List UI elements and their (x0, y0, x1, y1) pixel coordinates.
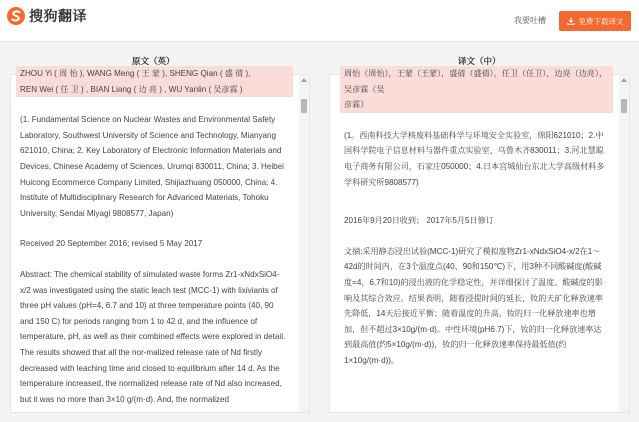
translation-scrollbar[interactable] (619, 75, 629, 412)
source-text-content (20, 66, 289, 422)
source-paragraph[interactable]: (1. Fundamental Science on Nuclear Wastes and Environmental Safety Laboratory, Southwest University of Science and Technology, Mianyang 621010, China; 2. Key Laboratory of Electronic Information Materials and Devices, Chinese Academy of Sciences, Urumqi 830011, China; 3. Heibei Huicong Ecommerce Company Limited, Shijiazhuang 050000, China; 4. Institute of Multidisciplinary Research for Advanced Materials, Tohoku University, Sendai Miyagi 9808577, Japan) (20, 115, 284, 218)
source-panel-title: 原文（英） (132, 56, 175, 66)
download-translation-label: 免费下载译文 (578, 16, 624, 26)
source-paragraph[interactable]: Abstract: The chemical stability of simulated waste forms Zr1-xNdxSiO4-x/2 was investigated using the static leach test (MCC-1) with lixiviants of three pH values (pH=4, 6.7 and 10) at three temperature points (40, 90 and 150 C) for periods ranging from 1 to 42 d, and the influence of temperature, pH, as well as their combined effects were explored in detail. The results showed that all the nor-malized release rate of Nd firstly decreased with leaching time and closed to equilibrium after 14 d. As the temperature increased, the normalized release rate of Nd also increased, but it was no more than 3×10 g/(m·d). And, the normalized (20, 269, 286, 404)
translation-paragraph[interactable]: 文摘:采用静态浸出试验(MCC-1)研究了模拟废物Zr1-xNdxSiO4-x/2在1～42d的时间内，在3个温度点(40、90和150℃)下，用3种不同酸碱度(酸碱度=4，6.7和10)的浸出液的化学稳定性，并详细探讨了温度、酸碱度的影响及其综合效应。结果表明，随着浸提时间的延长，钕的天矿化释放速率先降低，14天后接近平衡；随着温度的升高，钕的归一化释放速率也增加，但不超过3×10g/(m·d)。中性环境(pH6.7)下，钕的归一化释放速率达到最高值(约5×10g/(m·d))，钕的归一化释放速率保持最低值(约1×10g/(m·d))。 (344, 246, 604, 365)
source-paragraph: ZHOU Yi ( 周 怡 ), WANG Meng ( 王 蒙 ), SHENG Qian ( 盛 倩 ), (20, 69, 251, 78)
download-translation-button[interactable] (559, 11, 631, 31)
translation-text-content (344, 66, 609, 384)
source-paragraph: REN Wei ( 任 卫 ) , BIAN Liang ( 边 亮 ) , WU Yanlin ( 吴彦霖 ) (20, 84, 243, 94)
app-name: 搜狗翻译 (29, 8, 87, 24)
translation-text-panel[interactable] (329, 69, 630, 413)
translation-paragraph[interactable]: 2016年9月20日收到； 2017年5月5日修订 (344, 216, 494, 226)
translation-panel-title: 译文（中） (458, 56, 501, 66)
translation-paragraph[interactable]: (1。西南科技大学核废料基础科学与环境安全实验室，绵阳621010；2.中国科学院电子信息材料与器件重点实验室，乌鲁木齐830011；3.河北慧聪电子商务有限公司，石家庄050000；4.日本宫城仙台东北大学高级材料多学科研究所9808577) (344, 130, 605, 187)
source-text-panel[interactable] (10, 69, 310, 413)
download-icon (567, 17, 575, 25)
app-header (0, 0, 639, 42)
translation-paragraph: 周怡（周怡），王蒙（王蒙），盛倩（盛倩），任卫（任卫），边亮（边亮），吴彦霖（吴 (344, 69, 608, 94)
scroll-up-arrow-icon[interactable] (301, 78, 307, 82)
highlighted-sentence[interactable] (340, 66, 613, 113)
translation-paragraph: 彦霖） (344, 100, 369, 110)
sogou-logo-icon (6, 6, 26, 26)
highlighted-sentence[interactable] (16, 66, 293, 97)
app-logo[interactable] (6, 6, 87, 26)
scroll-thumb[interactable] (621, 99, 627, 113)
feedback-link[interactable]: 我要吐槽 (514, 16, 546, 25)
scroll-up-arrow-icon[interactable] (621, 78, 627, 82)
scroll-thumb[interactable] (301, 99, 307, 113)
source-paragraph[interactable]: Received 20 September 2016; revised 5 May 2017 (20, 239, 203, 249)
source-scrollbar[interactable] (299, 75, 309, 412)
